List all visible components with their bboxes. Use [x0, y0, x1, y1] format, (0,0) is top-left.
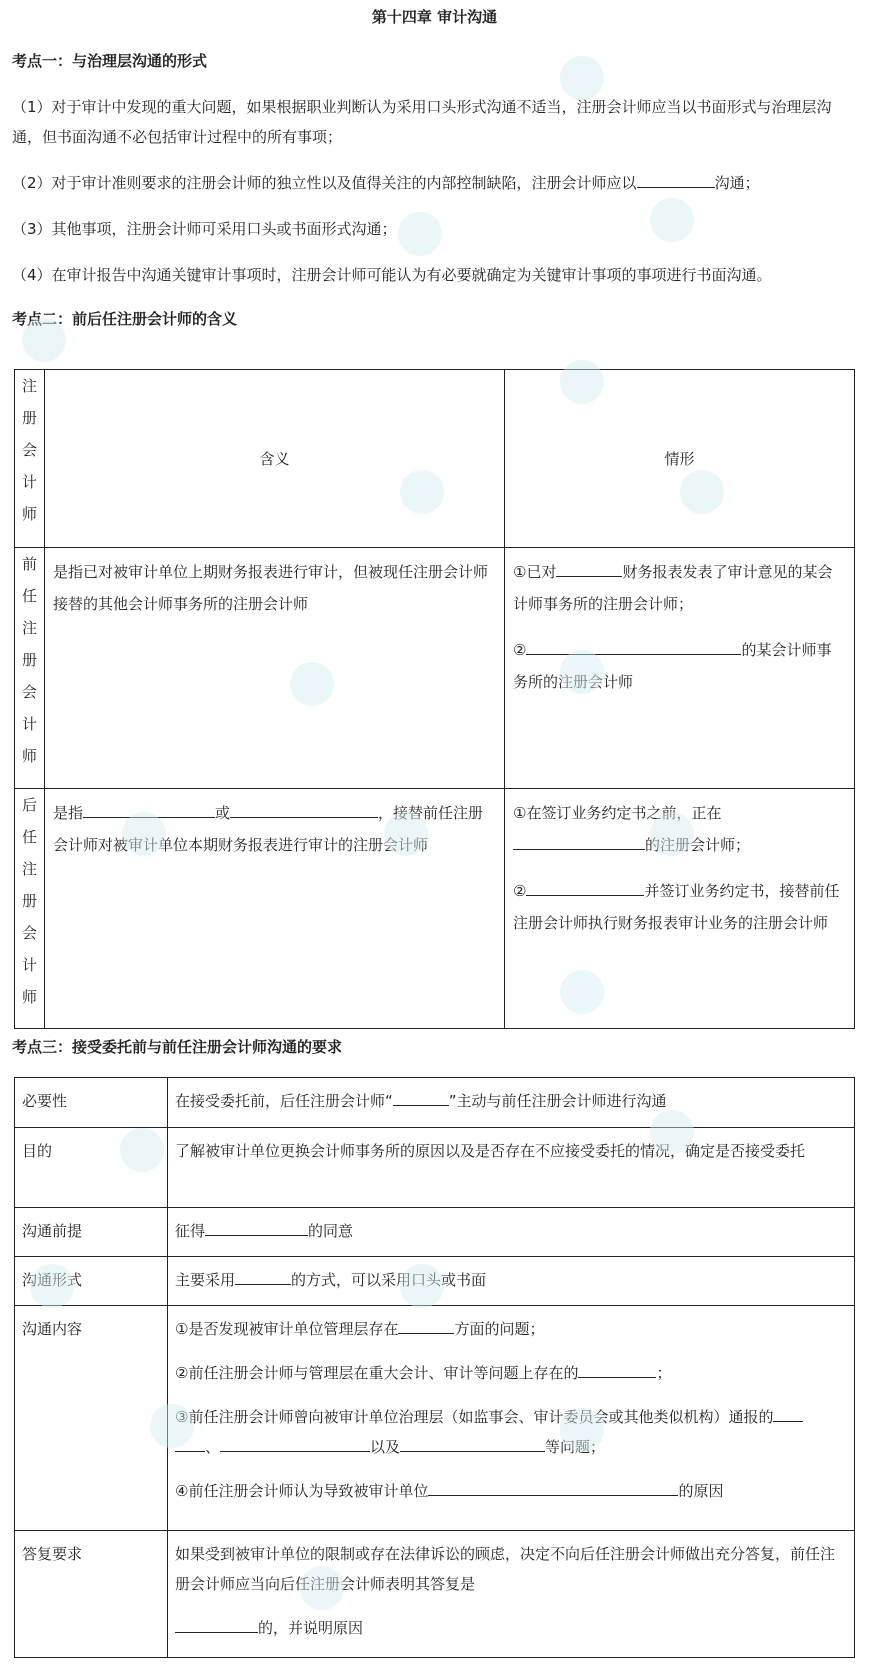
- communication-requirements-table: [14, 1077, 855, 1658]
- section1-item-1: （1）对于审计中发现的重大问题，如果根据职业判断认为采用口头形式沟通不适当，注册会计师应当以书面形式与治理层沟通，但书面沟通不必包括审计过程中的所有事项；: [12, 98, 832, 146]
- table-row: [15, 1208, 855, 1257]
- fill-blank: [428, 1477, 678, 1496]
- section3-heading: 考点三：接受委托前与前任注册会计师沟通的要求: [12, 1038, 343, 1056]
- section1-item-4: （4）在审计报告中沟通关键审计事项时，注册会计师可能认为有必要就确定为关键审计事项的事项进行书面沟通。: [12, 266, 772, 284]
- table-row: [15, 548, 855, 789]
- fill-blank: [175, 1614, 258, 1633]
- fill-blank: [637, 169, 715, 188]
- section1-item-3: （3）其他事项，注册会计师可采用口头或书面形式沟通；: [12, 220, 397, 238]
- section1-item-2: （2）对于审计准则要求的注册会计师的独立性以及值得关注的内部控制缺陷，注册会计师应以 沟通；: [12, 168, 857, 198]
- fill-blank: [175, 1433, 205, 1452]
- successor-cases: ①在签订业务约定书之前，正在 的注册会计师； ② 并签订业务约定书，接替前任注册会计师执行财务报表审计业务的注册会计师: [505, 789, 855, 1029]
- fill-blank: [393, 1087, 449, 1106]
- successor-meaning: 是指 或 ，接替前任注册会计师对被审计单位本期财务报表进行审计的注册会计师: [45, 789, 505, 1029]
- col-header-meaning: 含义: [45, 370, 505, 548]
- table-row: [15, 1128, 855, 1208]
- row-label: 目的: [15, 1128, 168, 1208]
- fill-blank: [526, 636, 741, 655]
- table-row: [15, 1257, 855, 1306]
- fill-blank: [578, 1359, 656, 1378]
- cpa-definition-table: [14, 369, 855, 1029]
- corner-header: 注 册 会 计 师: [15, 370, 45, 548]
- predecessor-cases: ①已对 财务报表发表了审计意见的某会计师事务所的注册会计师； ② 的某会计师事务所的注册会计师: [505, 548, 855, 789]
- row-label-predecessor: 前 任 注 册 会 计 师: [15, 548, 45, 789]
- table-header-row: [15, 370, 855, 548]
- row-content: 主要采用 的方式，可以采用口头或书面: [168, 1257, 855, 1306]
- table-row: [15, 1306, 855, 1531]
- page-title: 第十四章 审计沟通: [371, 8, 498, 26]
- fill-blank: [773, 1403, 803, 1422]
- fill-blank: [230, 799, 378, 818]
- col-header-case: 情形: [505, 370, 855, 548]
- row-label: 必要性: [15, 1078, 168, 1128]
- row-label: 沟通内容: [15, 1306, 168, 1531]
- row-label-successor: 后 任 注 册 会 计 师: [15, 789, 45, 1029]
- row-label: 沟通前提: [15, 1208, 168, 1257]
- fill-blank: [205, 1217, 308, 1236]
- predecessor-meaning: 是指已对被审计单位上期财务报表进行审计，但被现任注册会计师接替的其他会计师事务所的注册会计师: [45, 548, 505, 789]
- fill-blank: [220, 1433, 370, 1452]
- row-content: 在接受委托前，后任注册会计师“ ”主动与前任注册会计师进行沟通: [168, 1078, 855, 1128]
- row-label: 答复要求: [15, 1531, 168, 1658]
- table-row: [15, 1531, 855, 1658]
- section2-heading: 考点二：前后任注册会计师的含义: [12, 310, 238, 328]
- fill-blank: [400, 1433, 545, 1452]
- fill-blank: [513, 831, 645, 850]
- section1-heading: 考点一：与治理层沟通的形式: [12, 52, 208, 70]
- fill-blank: [83, 799, 215, 818]
- fill-blank: [526, 877, 644, 896]
- row-content: 征得 的同意: [168, 1208, 855, 1257]
- table-row: [15, 1078, 855, 1128]
- row-content: 了解被审计单位更换会计师事务所的原因以及是否存在不应接受委托的情况，确定是否接受委托: [168, 1128, 855, 1208]
- fill-blank: [235, 1266, 291, 1285]
- table-row: [15, 789, 855, 1029]
- fill-blank: [398, 1315, 454, 1334]
- row-label: 沟通形式: [15, 1257, 168, 1306]
- fill-blank: [556, 558, 622, 577]
- row-content: 如果受到被审计单位的限制或存在法律诉讼的顾虑，决定不向后任注册会计师做出充分答复，前任注册会计师应当向后任注册会计师表明其答复是 的，并说明原因: [168, 1531, 855, 1658]
- row-content: ①是否发现被审计单位管理层存在 方面的问题； ②前任注册会计师与管理层在重大会计、审计等问题上存在的 ； ③前任注册会计师曾向被审计单位治理层（如监事会、审计委员会或其他类似机构）通报的 、 以及 等问题； ④前任注册会计师认为导致被审计单位 的原因: [168, 1306, 855, 1531]
